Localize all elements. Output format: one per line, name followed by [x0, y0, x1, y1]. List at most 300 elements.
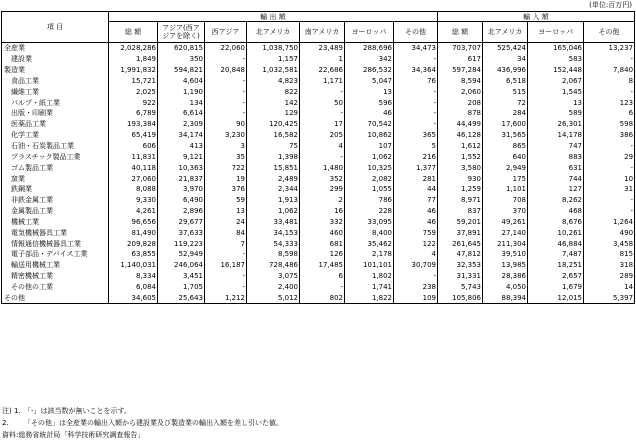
table-cell: 596 — [345, 97, 394, 108]
table-cell: 13,237 — [584, 43, 635, 54]
table-cell: 606 — [109, 141, 158, 152]
footnote-text: 「-」は該当数が無いことを示す。 — [24, 407, 131, 415]
table-cell: 34,174 — [158, 130, 205, 141]
table-cell: 883 — [528, 151, 584, 162]
export-col-header: ヨーロッパ — [345, 22, 394, 43]
table-cell: 1,822 — [345, 292, 394, 303]
row-label: 繊維工業 — [2, 86, 109, 97]
table-row — [2, 108, 635, 119]
table-cell: 10 — [584, 173, 635, 184]
table-cell: 598 — [584, 119, 635, 130]
table-cell: 10,261 — [528, 227, 584, 238]
table-cell: 1,991,832 — [109, 65, 158, 76]
table-cell: 3,451 — [158, 271, 205, 282]
table-cell: 744 — [528, 173, 584, 184]
table-cell: 8,088 — [109, 184, 158, 195]
table-cell: 2,060 — [438, 86, 483, 97]
row-label: 機械工業 — [2, 217, 109, 228]
table-cell: 35,462 — [345, 238, 394, 249]
table-cell: 228 — [345, 206, 394, 217]
table-cell: 640 — [483, 151, 528, 162]
table-cell: 22,060 — [205, 43, 247, 54]
table-cell: 5,047 — [345, 76, 394, 87]
table-cell: 7,487 — [528, 249, 584, 260]
table-cell: 31 — [584, 184, 635, 195]
footnote-number: 2. — [2, 419, 9, 427]
table-cell: 47,812 — [438, 249, 483, 260]
table-cell: 49,261 — [483, 217, 528, 228]
export-col-header: 南アメリカ — [300, 22, 345, 43]
table-cell: 17 — [300, 119, 345, 130]
table-cell: 1,055 — [345, 184, 394, 195]
export-group-header: 輸 出 額 — [109, 12, 438, 22]
table-cell: 1,679 — [528, 282, 584, 293]
table-cell: 413 — [158, 141, 205, 152]
table-cell: 123 — [584, 97, 635, 108]
table-cell: 2,400 — [247, 282, 300, 293]
table-cell: 1,157 — [247, 54, 300, 65]
table-cell: 1,552 — [438, 151, 483, 162]
table-cell: 261,645 — [438, 238, 483, 249]
table-cell: 1 — [300, 54, 345, 65]
table-cell: - — [205, 108, 247, 119]
table-cell: 3,230 — [205, 130, 247, 141]
table-cell: 2,309 — [158, 119, 205, 130]
table-cell: 4 — [300, 141, 345, 152]
table-row — [2, 260, 635, 271]
table-cell: 299 — [300, 184, 345, 195]
table-cell: 27,140 — [483, 227, 528, 238]
export-col-header: 西アジア — [205, 22, 247, 43]
table-cell: 728,486 — [247, 260, 300, 271]
table-cell: 209,828 — [109, 238, 158, 249]
table-cell: 208 — [438, 97, 483, 108]
table-cell: 370 — [483, 206, 528, 217]
table-row — [2, 141, 635, 152]
row-label: 鉄鋼業 — [2, 184, 109, 195]
table-cell: 11,831 — [109, 151, 158, 162]
table-cell: 2,028,286 — [109, 43, 158, 54]
row-label: その他 — [2, 292, 109, 303]
table-cell: 77 — [394, 195, 438, 206]
row-label: その他の工業 — [2, 282, 109, 293]
table-cell: 12,015 — [528, 292, 584, 303]
table-cell: - — [584, 54, 635, 65]
table-cell: 152,448 — [528, 65, 584, 76]
table-cell: - — [205, 271, 247, 282]
table-cell: 33,095 — [345, 217, 394, 228]
table-row — [2, 54, 635, 65]
table-cell: - — [394, 119, 438, 130]
table-cell: 350 — [158, 54, 205, 65]
table-cell: 865 — [483, 141, 528, 152]
table-cell: 1,190 — [158, 86, 205, 97]
table-cell: - — [584, 206, 635, 217]
table-cell: 2,344 — [247, 184, 300, 195]
table-cell: 1,062 — [345, 151, 394, 162]
table-cell: 386 — [584, 130, 635, 141]
table-cell: 6,490 — [158, 195, 205, 206]
table-row — [2, 130, 635, 141]
table-cell: 525,424 — [483, 43, 528, 54]
table-cell: 21,837 — [158, 173, 205, 184]
table-cell: 127 — [528, 184, 584, 195]
table-cell: 46 — [394, 217, 438, 228]
row-label: 非鉄金属工業 — [2, 195, 109, 206]
table-cell: 20,848 — [205, 65, 247, 76]
table-cell: 4,261 — [109, 206, 158, 217]
table-cell: 8,334 — [109, 271, 158, 282]
table-cell: 802 — [300, 292, 345, 303]
row-label: 化学工業 — [2, 130, 109, 141]
import-col-header: 総 額 — [438, 22, 483, 43]
row-label: 石油・石炭製品工業 — [2, 141, 109, 152]
table-cell: - — [205, 249, 247, 260]
table-cell: 34,605 — [109, 292, 158, 303]
table-cell: 14 — [584, 282, 635, 293]
table-cell: 3,075 — [247, 271, 300, 282]
table-cell: 142 — [247, 97, 300, 108]
table-cell: 39,510 — [483, 249, 528, 260]
table-cell: 589 — [528, 108, 584, 119]
footnote-line — [2, 405, 632, 417]
table-row — [2, 292, 635, 303]
table-cell: 134 — [158, 97, 205, 108]
table-cell: - — [584, 195, 635, 206]
table-cell: 26,301 — [528, 119, 584, 130]
row-label: 食品工業 — [2, 76, 109, 87]
table-cell: 10,862 — [345, 130, 394, 141]
table-cell: 1,705 — [158, 282, 205, 293]
table-cell: 6,614 — [158, 108, 205, 119]
table-cell: 31,565 — [483, 130, 528, 141]
row-label: 輸送用機械工業 — [2, 260, 109, 271]
table-cell: 722 — [205, 162, 247, 173]
table-cell: 28,386 — [483, 271, 528, 282]
table-cell: 122 — [394, 238, 438, 249]
table-cell: 32,353 — [438, 260, 483, 271]
table-cell: 126 — [300, 249, 345, 260]
table-cell: 318 — [584, 260, 635, 271]
table-cell: 284 — [483, 108, 528, 119]
table-cell: 1,171 — [300, 76, 345, 87]
table-cell: 59 — [205, 195, 247, 206]
table-cell: 15,851 — [247, 162, 300, 173]
table-cell: 7 — [205, 238, 247, 249]
table-cell: 16,582 — [247, 130, 300, 141]
table-cell: 8,598 — [247, 249, 300, 260]
table-cell: 822 — [247, 86, 300, 97]
table-cell: - — [205, 86, 247, 97]
table-cell: 44 — [394, 184, 438, 195]
table-cell: 34,153 — [247, 227, 300, 238]
table-cell: 3 — [205, 141, 247, 152]
table-cell: 436,996 — [483, 65, 528, 76]
table-cell: - — [584, 141, 635, 152]
table-cell: 1,480 — [300, 162, 345, 173]
table-cell: - — [584, 162, 635, 173]
table-cell: 33,481 — [247, 217, 300, 228]
table-cell: 14,178 — [528, 130, 584, 141]
table-cell: 1,612 — [438, 141, 483, 152]
table-cell: - — [205, 97, 247, 108]
table-cell: 72 — [483, 97, 528, 108]
table-cell: 205 — [300, 130, 345, 141]
row-label: パルプ・紙工業 — [2, 97, 109, 108]
table-cell: 1,101 — [483, 184, 528, 195]
table-cell: 8,594 — [438, 76, 483, 87]
table-row — [2, 43, 635, 54]
table-cell: 31,331 — [438, 271, 483, 282]
table-cell: 4,604 — [158, 76, 205, 87]
table-row — [2, 65, 635, 76]
table-row — [2, 173, 635, 184]
table-cell: 1,062 — [247, 206, 300, 217]
table-cell: - — [394, 54, 438, 65]
table-cell: 9,121 — [158, 151, 205, 162]
table-cell: 4,823 — [247, 76, 300, 87]
table-cell: 34,364 — [394, 65, 438, 76]
table-cell: 342 — [345, 54, 394, 65]
table-cell: 8,262 — [528, 195, 584, 206]
table-cell: 193,384 — [109, 119, 158, 130]
table-cell: 81,490 — [109, 227, 158, 238]
table-row — [2, 227, 635, 238]
table-cell: 1,741 — [345, 282, 394, 293]
export-col-header: 総 額 — [109, 22, 158, 43]
table-cell: 211,304 — [483, 238, 528, 249]
table-cell: 681 — [300, 238, 345, 249]
table-cell: 175 — [483, 173, 528, 184]
table-cell: 460 — [300, 227, 345, 238]
row-label: 医薬品工業 — [2, 119, 109, 130]
table-cell: 23,489 — [300, 43, 345, 54]
table-cell: 1,849 — [109, 54, 158, 65]
table-cell: 1,038,750 — [247, 43, 300, 54]
table-row — [2, 76, 635, 87]
table-cell: 216 — [394, 151, 438, 162]
row-label: 情報通信機械器具工業 — [2, 238, 109, 249]
table-cell: - — [300, 86, 345, 97]
table-cell: 365 — [394, 130, 438, 141]
table-cell: 59,201 — [438, 217, 483, 228]
table-cell: 1,140,031 — [109, 260, 158, 271]
table-cell: 490 — [584, 227, 635, 238]
table-cell: 44,499 — [438, 119, 483, 130]
table-cell: 1,913 — [247, 195, 300, 206]
table-cell: 2,082 — [345, 173, 394, 184]
table-cell: 13 — [528, 97, 584, 108]
table-row — [2, 217, 635, 228]
table-cell: 2,178 — [345, 249, 394, 260]
table-cell: 2,949 — [483, 162, 528, 173]
table-cell: 24 — [205, 217, 247, 228]
table-cell: 9,330 — [109, 195, 158, 206]
table-cell: 708 — [483, 195, 528, 206]
table-cell: 1,802 — [345, 271, 394, 282]
footnote-text: 「その他」は全産業の輸出入額から建設業及び製造業の輸出入額を差し引いた値。 — [24, 419, 283, 427]
table-cell: 583 — [528, 54, 584, 65]
table-row — [2, 282, 635, 293]
table-cell: 107 — [345, 141, 394, 152]
table-cell: 1,259 — [438, 184, 483, 195]
table-cell: 76 — [394, 76, 438, 87]
row-label: 精密機械工業 — [2, 271, 109, 282]
table-cell: - — [584, 86, 635, 97]
import-col-header: 北アメリカ — [483, 22, 528, 43]
table-cell: 922 — [109, 97, 158, 108]
table-cell: 4,050 — [483, 282, 528, 293]
table-cell: 70,542 — [345, 119, 394, 130]
import-col-header: ヨーロッパ — [528, 22, 584, 43]
row-label: 全産業 — [2, 43, 109, 54]
table-cell: 19 — [205, 173, 247, 184]
table-cell: 6 — [584, 108, 635, 119]
table-cell: 13,985 — [483, 260, 528, 271]
table-cell: 16,187 — [205, 260, 247, 271]
table-cell: 88,394 — [483, 292, 528, 303]
row-label: 製造業 — [2, 65, 109, 76]
table-cell: 2,489 — [247, 173, 300, 184]
table-cell: 25,643 — [158, 292, 205, 303]
table-row — [2, 151, 635, 162]
row-label: 金属製品工業 — [2, 206, 109, 217]
table-row — [2, 86, 635, 97]
table-cell: 10,325 — [345, 162, 394, 173]
table-cell: 16 — [300, 206, 345, 217]
table-cell: 119,223 — [158, 238, 205, 249]
item-header: 項 目 — [2, 12, 109, 43]
table-cell: 27,060 — [109, 173, 158, 184]
table-cell: 631 — [528, 162, 584, 173]
table-cell: 5,743 — [438, 282, 483, 293]
table-cell: 2,657 — [528, 271, 584, 282]
table-cell: 3,580 — [438, 162, 483, 173]
table-cell: 786 — [345, 195, 394, 206]
table-cell: 376 — [205, 184, 247, 195]
table-cell: 46,884 — [528, 238, 584, 249]
table-cell: 1,545 — [528, 86, 584, 97]
row-label: 電子部品・デバイス工業 — [2, 249, 109, 260]
table-cell: 34,473 — [394, 43, 438, 54]
table-cell: 5,012 — [247, 292, 300, 303]
table-cell: 54,333 — [247, 238, 300, 249]
row-label: 出版・印刷業 — [2, 108, 109, 119]
export-col-header: アジア(西アジアを除く) — [158, 22, 205, 43]
import-col-header: その他 — [584, 22, 635, 43]
table-cell: 90 — [205, 119, 247, 130]
table-row — [2, 238, 635, 249]
table-cell: 165,046 — [528, 43, 584, 54]
table-cell: - — [300, 282, 345, 293]
table-cell: 468 — [528, 206, 584, 217]
table-cell: 759 — [394, 227, 438, 238]
table-cell: - — [394, 97, 438, 108]
table-cell: 286,532 — [345, 65, 394, 76]
table-cell: 930 — [438, 173, 483, 184]
trade-table — [1, 11, 635, 304]
table-cell: 17,485 — [300, 260, 345, 271]
table-cell: 15,721 — [109, 76, 158, 87]
table-cell: 2 — [300, 195, 345, 206]
table-cell: 46,128 — [438, 130, 483, 141]
table-cell: 3,458 — [584, 238, 635, 249]
table-cell: 101,101 — [345, 260, 394, 271]
table-row — [2, 249, 635, 260]
table-cell: 40,118 — [109, 162, 158, 173]
table-cell: - — [394, 271, 438, 282]
table-cell: 2,067 — [528, 76, 584, 87]
unit-note: (単位:百万円) — [589, 1, 632, 9]
table-row — [2, 162, 635, 173]
table-cell: 1,032,581 — [247, 65, 300, 76]
table-row — [2, 271, 635, 282]
table-cell: 5,397 — [584, 292, 635, 303]
table-cell: - — [394, 108, 438, 119]
table-cell: 46 — [345, 108, 394, 119]
table-cell: 37,891 — [438, 227, 483, 238]
table-cell: 8,676 — [528, 217, 584, 228]
table-cell: 29 — [584, 151, 635, 162]
footnotes — [2, 405, 632, 441]
table-row — [2, 97, 635, 108]
table-cell: 6,084 — [109, 282, 158, 293]
export-col-header: 北アメリカ — [247, 22, 300, 43]
footnote-line — [2, 417, 632, 429]
table-cell: 703,707 — [438, 43, 483, 54]
row-label: 建設業 — [2, 54, 109, 65]
table-cell: 96,656 — [109, 217, 158, 228]
table-cell: 246,064 — [158, 260, 205, 271]
table-cell: - — [205, 282, 247, 293]
table-cell: 63,855 — [109, 249, 158, 260]
row-label: プラスチック製品工業 — [2, 151, 109, 162]
table-cell: 1,398 — [247, 151, 300, 162]
table-cell: 1,212 — [205, 292, 247, 303]
table-cell: 75 — [247, 141, 300, 152]
table-cell: 30,709 — [394, 260, 438, 271]
table-cell: 6,518 — [483, 76, 528, 87]
table-cell: 65,419 — [109, 130, 158, 141]
table-row — [2, 195, 635, 206]
table-cell: 2,896 — [158, 206, 205, 217]
table-cell: 289 — [584, 271, 635, 282]
table-cell: 6,789 — [109, 108, 158, 119]
table-cell: 52,949 — [158, 249, 205, 260]
table-cell: 1,377 — [394, 162, 438, 173]
table-row — [2, 206, 635, 217]
table-cell: 1,264 — [584, 217, 635, 228]
table-cell: 50 — [300, 97, 345, 108]
table-cell: - — [205, 76, 247, 87]
footnote-text: 資料:総務省統計局「科学技術研究調査報告」 — [2, 431, 145, 439]
table-cell: 747 — [528, 141, 584, 152]
table-cell: 8,400 — [345, 227, 394, 238]
table-cell: 10,363 — [158, 162, 205, 173]
table-cell: 4 — [394, 249, 438, 260]
table-cell: 29,677 — [158, 217, 205, 228]
table-cell: 84 — [205, 227, 247, 238]
table-cell: 288,696 — [345, 43, 394, 54]
table-cell: - — [205, 54, 247, 65]
row-label: 窯業 — [2, 173, 109, 184]
table-cell: 46 — [394, 206, 438, 217]
table-cell: 109 — [394, 292, 438, 303]
table-cell: 597,284 — [438, 65, 483, 76]
table-cell: 35 — [205, 151, 247, 162]
table-cell: 7,840 — [584, 65, 635, 76]
table-row — [2, 119, 635, 130]
